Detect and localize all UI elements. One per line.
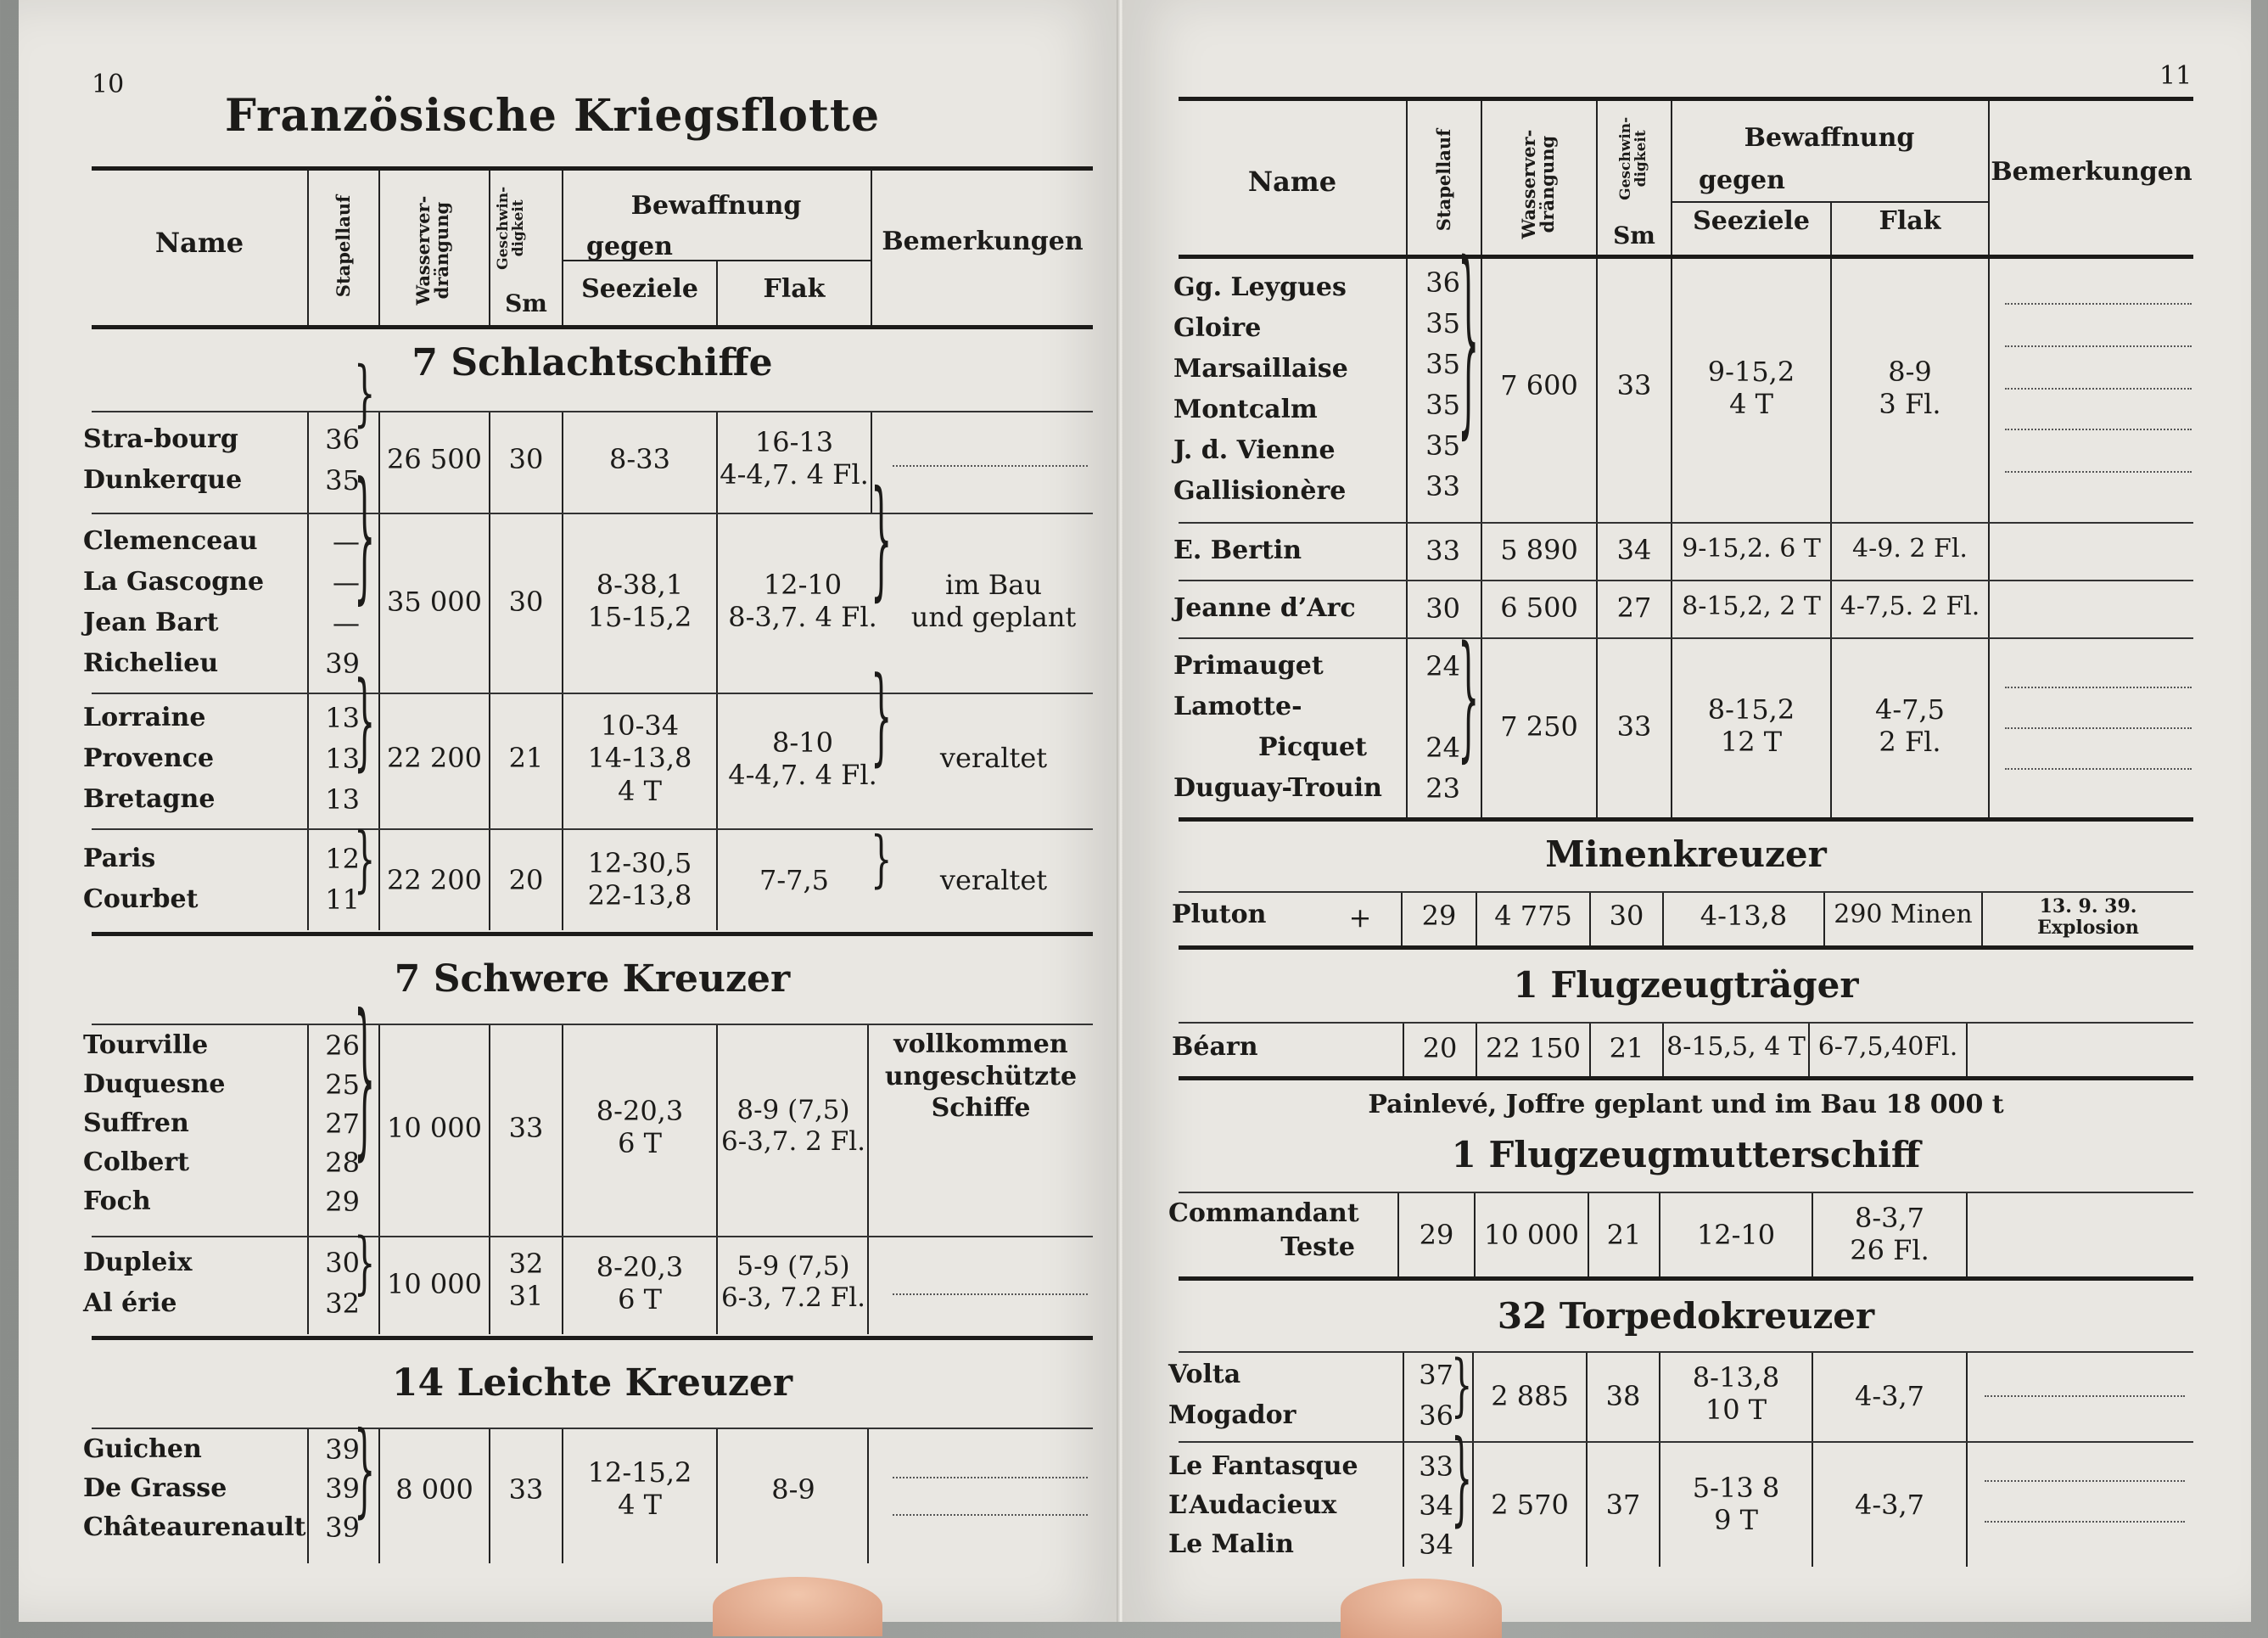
brace-icon: } [354,455,376,620]
table-row [1123,639,2251,817]
header-bottom-rule [92,325,1093,329]
armament-flak: 8-9 [771,1473,815,1506]
speed: 34 [1616,534,1652,566]
ship-name: Lamotte- [1173,692,1302,721]
speed: 20 [508,864,544,896]
page-number-right: 11 [2159,61,2192,91]
speed: 32 31 [508,1248,544,1313]
ship-name: L’Audacieux [1168,1490,1337,1520]
displacement: 4 775 [1494,900,1572,932]
ship-name: Colbert [83,1147,190,1177]
header-geschwindigkeit: Geschwin- digkeit [495,186,527,270]
launch-year: — [333,525,360,558]
table-header-right [1123,101,2251,258]
armament-sea: 5-13 8 9 T [1692,1472,1780,1537]
table-row [19,514,1120,693]
ship-name: Paris [83,844,156,873]
header-flak: Flak [763,274,826,304]
ship-name: Picquet [1258,732,1367,762]
displacement: 22 200 [387,864,482,896]
launch-year: 25 [325,1069,360,1101]
header-name: Name [154,227,244,259]
launch-year: 36 [1419,1400,1453,1432]
brace-icon: } [354,983,376,1178]
armament-sea: 8-13,8 10 T [1692,1361,1780,1427]
launch-year: 39 [325,648,360,680]
table-row [19,1237,1120,1334]
header-geschwindigkeit: Geschwin- digkeit [1617,116,1649,200]
launch-year: 20 [1422,1032,1458,1064]
launch-year: — [333,566,360,598]
launch-year: 24 [1425,650,1460,682]
displacement: 10 000 [387,1112,482,1144]
displacement: 2 885 [1491,1380,1569,1412]
armament-flak: 8-10 4-4,7. 4 Fl. [728,726,877,792]
launch-year: 33 [1425,535,1460,567]
header-stapellauf: Stapellauf [332,194,354,298]
section-title-schlachtschiffe: 7 Schlachtschiffe [412,341,773,384]
launch-year: 35 [1425,429,1460,462]
ship-name: J. d. Vienne [1173,435,1336,465]
armament-sea: 10-34 14-13,8 4 T [587,710,692,807]
page-title: Französische Kriegsflotte [224,90,881,142]
table-row [1123,524,2251,580]
ship-name: Pluton [1172,900,1267,929]
ship-name: Le Fantasque [1168,1451,1358,1481]
armament-flak: 7-7,5 [759,864,830,896]
table-row [1123,581,2251,637]
armament-sea: 8-15,2, 2 T [1682,592,1821,621]
launch-year: 29 [1421,900,1457,932]
ship-name: Montcalm [1173,395,1318,424]
ship-name: Bretagne [83,784,216,814]
launch-year: 35 [1425,307,1460,339]
armament-flak: 8-3,7 26 Fl. [1850,1202,1929,1267]
ship-name: Volta [1168,1360,1241,1389]
ship-name: De Grasse [83,1473,227,1503]
launch-year: 33 [1419,1450,1453,1483]
header-flak: Flak [1879,206,1941,236]
ship-name: Al érie [83,1288,177,1318]
launch-year: 30 [1425,592,1460,625]
brace-icon: } [354,353,376,435]
header-bemerkungen: Bemerkungen [1991,157,2192,187]
header-bewaffnung: Bewaffnung [1744,123,1915,153]
ship-name: Courbet [83,884,199,914]
armament-sea: 9-15,2. 6 T [1682,534,1821,564]
ship-name: Primauget [1173,651,1324,681]
table-row [19,830,1120,930]
page-number-left: 10 [92,70,125,99]
ship-name: Jeanne d’Arc [1173,593,1356,623]
ship-name: Stra-bourg [83,424,238,454]
armament-sea: 12-30,5 22-13,8 [587,847,692,912]
armament-sea: 8-20,3 6 T [596,1251,684,1316]
remark: im Bau und geplant [910,569,1077,634]
launch-year: 36 [1425,266,1460,299]
header-sm: Sm [1613,222,1655,250]
lost-marker: + [1348,901,1372,934]
ship-name: Gloire [1173,313,1262,343]
displacement: 6 500 [1500,592,1578,624]
ship-name: Foch [83,1186,151,1216]
launch-year: 39 [325,1433,360,1466]
section-title-torpedokreuzer: 32 Torpedokreuzer [1497,1295,1875,1337]
speed: 21 [508,742,544,774]
ship-name: Tourville [83,1030,209,1060]
header-gegen: gegen [586,232,673,261]
ship-name: Mogador [1168,1400,1296,1430]
armament-flak: 4-3,7 [1854,1380,1925,1412]
launch-year: 26 [325,1029,360,1062]
table-row [1123,1353,2251,1441]
launch-year: 37 [1419,1359,1453,1391]
displacement: 10 000 [1484,1219,1579,1251]
right-page [1123,0,2251,1622]
launch-year: 28 [325,1147,360,1179]
table-row [1123,893,2251,945]
section-title-minenkreuzer: Minenkreuzer [1545,833,1827,875]
launch-year: 24 [1425,732,1460,764]
table-row [1123,1193,2251,1276]
launch-year: 11 [325,884,360,916]
displacement: 22 200 [387,742,482,774]
brace-icon: } [354,818,376,901]
ship-name: E. Bertin [1173,536,1302,565]
ship-name: Duquesne [83,1069,226,1099]
ship-name: Jean Bart [83,608,219,637]
launch-year: 30 [325,1247,360,1279]
launch-year: 13 [325,702,360,734]
ship-name: Clemenceau [83,526,258,556]
speed: 33 [508,1473,544,1506]
speed: 37 [1605,1489,1641,1521]
ship-name: Châteaurenault [83,1512,306,1542]
displacement: 5 890 [1500,534,1578,566]
ship-name: Lorraine [83,703,206,732]
armament-flak: 4-7,5. 2 Fl. [1840,592,1980,621]
displacement: 2 570 [1491,1489,1569,1521]
armament-flak: 8-9 3 Fl. [1879,356,1941,421]
displacement: 8 000 [395,1473,473,1506]
brace-icon: } [871,656,893,778]
header-stapellauf: Stapellauf [1432,128,1454,232]
header-seeziele: Seeziele [1693,206,1810,236]
armament-flak: 5-9 (7,5) 6-3, 7.2 Fl. [720,1251,866,1314]
header-seeziele: Seeziele [581,274,698,304]
launch-year: 36 [325,424,360,456]
speed: 27 [1616,592,1652,624]
brace-icon: } [1458,225,1480,459]
ship-name: Le Malin [1168,1529,1294,1559]
speed: 21 [1606,1219,1642,1251]
ship-name: Dupleix [83,1248,193,1277]
header-wasserverdrangung: Wasserver- drängung [412,195,452,306]
header-name: Name [1247,165,1337,198]
ship-name: Commandant Teste [1168,1198,1359,1262]
brace-icon: } [1458,620,1480,777]
ship-name: Dunkerque [83,465,243,495]
finger-image [1341,1579,1502,1638]
launch-year: 32 [325,1287,360,1320]
displacement: 7 250 [1500,710,1578,743]
launch-year: 35 [325,464,360,496]
armament-sea: 8-38,1 15-15,2 [587,569,692,634]
ship-name: Richelieu [83,648,219,678]
carrier-note: Painlevé, Joffre geplant und im Bau 18 000 t [1368,1090,2004,1119]
left-page [19,0,1120,1622]
armament-sea: 8-15,2 12 T [1707,693,1795,759]
armament-flak: 4-3,7 [1854,1489,1925,1521]
ship-name: La Gascogne [83,567,265,597]
speed: 33 [1616,710,1652,743]
brace-icon: } [354,1225,376,1303]
table-row [1123,1443,2251,1567]
speed: 33 [508,1112,544,1144]
speed: 33 [1616,369,1652,401]
armament-sea: 8-15,5, 4 T [1666,1032,1806,1062]
armament-flak: 16-13 4-4,7. 4 Fl. [720,426,869,491]
speed: 30 [508,443,544,475]
table-row [19,1429,1120,1563]
armament-sea: 8-33 [609,443,670,475]
displacement: 26 500 [387,443,482,475]
brace-icon: } [1451,1347,1473,1425]
displacement: 10 000 [387,1268,482,1300]
armament-flak: 4-9. 2 Fl. [1852,534,1968,564]
section-title-flugzeugmutterschiff: 1 Flugzeugmutterschiff [1451,1134,1921,1175]
displacement: 35 000 [387,586,482,618]
speed: 38 [1605,1380,1641,1412]
table-row [19,1025,1120,1236]
section-title-flugzeugtraeger: 1 Flugzeugträger [1513,964,1859,1006]
brace-icon: } [354,1412,376,1529]
armament-sea: 12-10 [1696,1219,1776,1251]
ship-name: Béarn [1172,1032,1258,1062]
displacement: 22 150 [1486,1032,1581,1064]
armament-flak: 6-7,5,40Fl. [1817,1032,1958,1062]
launch-year: 29 [1419,1219,1454,1251]
ship-name: Provence [83,743,215,773]
ship-name: Gg. Leygues [1173,272,1347,302]
table-row [19,412,1120,513]
section-title-schwere-kreuzer: 7 Schwere Kreuzer [394,957,791,1001]
brace-icon: } [1451,1421,1473,1538]
launch-year: 23 [1425,772,1460,805]
armament-sea: 4-13,8 [1700,900,1788,932]
launch-year: 39 [325,1512,360,1544]
remark: veraltet [939,864,1048,896]
table-row [1123,259,2251,522]
speed: 30 [508,586,544,618]
table-header-left [19,171,1120,328]
ship-name: Guichen [83,1434,202,1464]
armament-sea: 8-20,3 6 T [596,1095,684,1160]
armament-flak: 12-10 8-3,7. 4 Fl. [728,569,877,634]
ship-name: Duguay-Trouin [1173,773,1382,803]
ship-name: Gallisionère [1173,476,1347,506]
launch-year: — [333,607,360,639]
table-row [19,694,1120,828]
speed: 21 [1609,1032,1644,1064]
header-bemerkungen: Bemerkungen [882,227,1084,256]
header-gegen: gegen [1699,165,1785,195]
remark: veraltet [939,742,1048,774]
launch-year: 35 [1425,389,1460,421]
remark: vollkommen ungeschützte Schiffe [884,1029,1078,1123]
launch-year: 39 [325,1473,360,1505]
speed: 30 [1609,900,1644,932]
armament-flak: 8-9 (7,5) 6-3,7. 2 Fl. [720,1095,866,1158]
armament-sea: 12-15,2 4 T [587,1456,692,1522]
launch-year: 34 [1419,1529,1453,1561]
brace-icon: } [871,466,893,615]
finger-image [713,1577,882,1636]
armament-flak: 4-7,5 2 Fl. [1874,693,1946,759]
displacement: 7 600 [1500,369,1578,401]
launch-year: 33 [1425,470,1460,502]
launch-year: 34 [1419,1489,1453,1522]
header-bewaffnung: Bewaffnung [630,191,802,221]
remark: 13. 9. 39. Explosion [2037,895,2139,940]
armament-sea: 9-15,2 4 T [1707,356,1795,421]
launch-year: 27 [325,1108,360,1140]
table-row [1123,1024,2251,1076]
launch-year: 12 [325,843,360,875]
header-sm: Sm [505,289,547,317]
section-title-leichte-kreuzer: 14 Leichte Kreuzer [391,1361,793,1405]
ship-name: Marsaillaise [1173,354,1348,384]
launch-year: 13 [325,743,360,775]
launch-year: 29 [325,1186,360,1218]
launch-year: 13 [325,783,360,816]
header-wasserverdrangung: Wasserver- drängung [1517,129,1558,239]
brace-icon: } [354,661,376,783]
brace-icon: } [871,824,893,895]
armament-flak: 290 Minen [1834,900,1973,929]
ship-name: Suffren [83,1108,189,1138]
launch-year: 35 [1425,348,1460,380]
